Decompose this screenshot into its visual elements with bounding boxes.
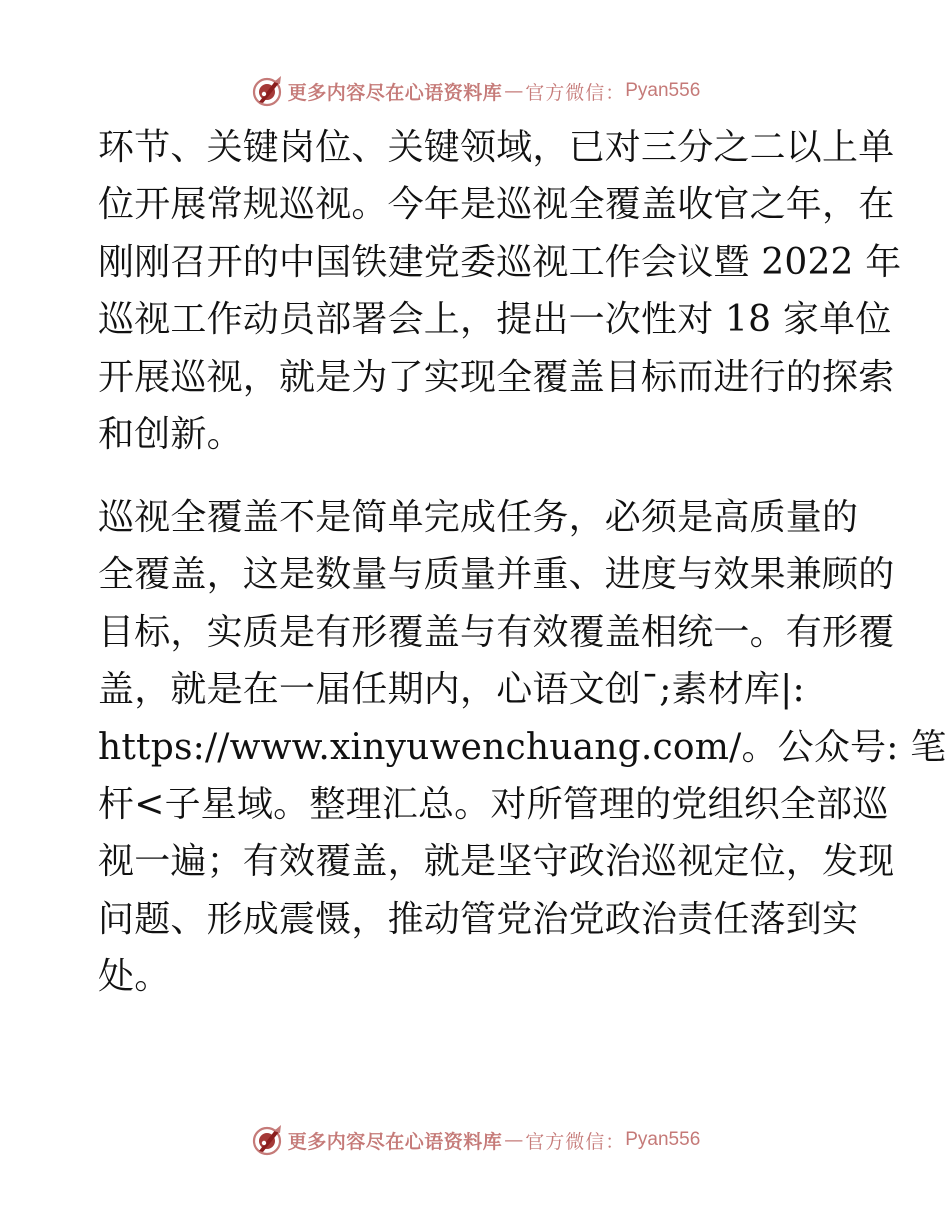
paragraph-line: 刚刚召开的中国铁建党委巡视工作会议暨 2022 年 <box>98 241 902 283</box>
paragraph-line: 全覆盖，这是数量与质量并重、进度与效果兼顾的 <box>98 554 895 596</box>
paragraph-line: 位开展常规巡视。今年是巡视全覆盖收官之年，在 <box>98 184 895 226</box>
paragraph-line: 杆<子星域。整理汇总。对所管理的党组织全部巡 <box>98 783 889 825</box>
quill-logo-icon <box>250 74 284 108</box>
banner-dash: — <box>504 1129 524 1151</box>
paragraph-line: 处。 <box>98 956 171 998</box>
banner-wechat-id: Pyan556 <box>625 1129 701 1150</box>
paragraph-line-url: https://www.xinyuwenchuang.com/。公众号: 笔 <box>98 726 947 768</box>
banner-wechat-label: 官方微信： <box>525 81 626 104</box>
paragraph-line: 开展巡视，就是为了实现全覆盖目标而进行的探索 <box>98 356 895 398</box>
paragraph-line: 巡视工作动员部署会上，提出一次性对 18 家单位 <box>98 299 892 341</box>
paragraph-line: 问题、形成震慑，推动管党治党政治责任落到实 <box>98 898 859 940</box>
paragraph-1 <box>98 119 902 463</box>
paragraph-2 <box>98 489 947 1006</box>
banner-dash: — <box>504 80 524 102</box>
quill-logo-icon <box>250 1123 284 1157</box>
paragraph-line: 盖，就是在一届任期内，心语文创¯;素材库|: <box>98 669 805 711</box>
paragraph-line: 视一遍；有效覆盖，就是坚守政治巡视定位，发现 <box>98 841 895 883</box>
banner-title: 更多内容尽在心语资料库 <box>287 81 503 104</box>
banner-title: 更多内容尽在心语资料库 <box>287 1130 503 1153</box>
paragraph-line: 环节、关键岗位、关键领域，已对三分之二以上单 <box>98 127 895 168</box>
paragraph-line: 巡视全覆盖不是简单完成任务，必须是高质量的 <box>98 497 859 538</box>
paragraph-line: 目标，实质是有形覆盖与有效覆盖相统一。有形覆 <box>98 611 895 653</box>
footer-watermark-banner <box>0 1120 950 1160</box>
banner-wechat-id: Pyan556 <box>625 80 701 101</box>
header-watermark-banner <box>0 71 950 111</box>
paragraph-line: 和创新。 <box>98 413 243 455</box>
banner-wechat-label: 官方微信： <box>525 1130 626 1153</box>
